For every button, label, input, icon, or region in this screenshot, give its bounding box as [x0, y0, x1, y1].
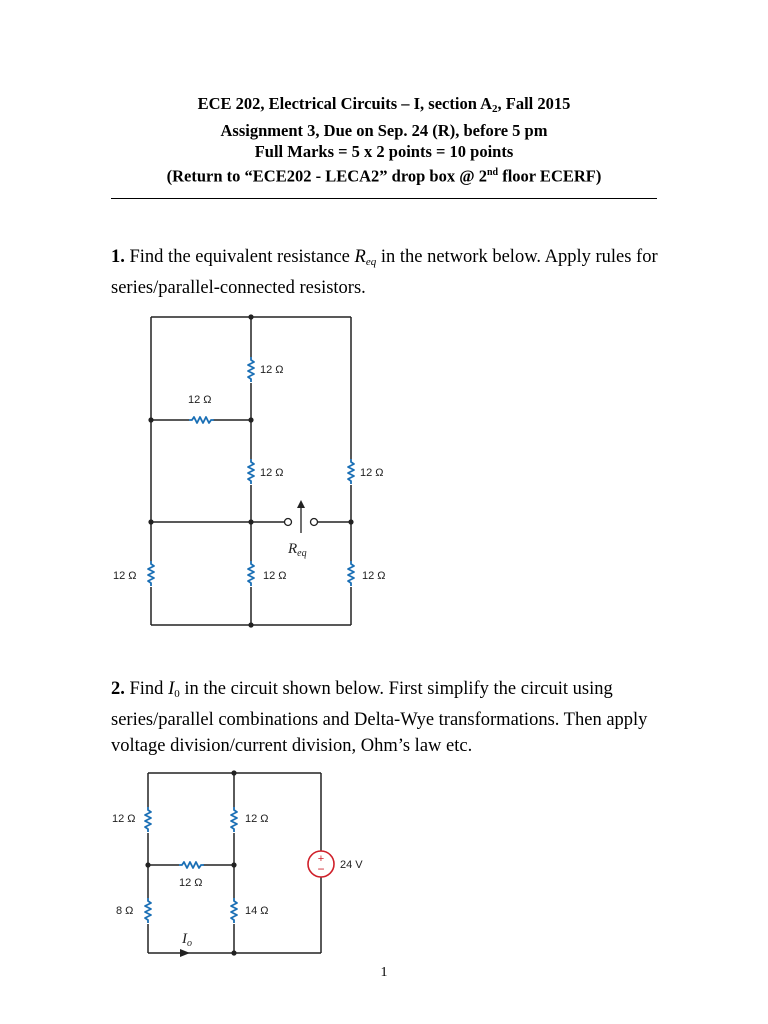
- svg-text:−: −: [317, 862, 325, 876]
- terminal-b-icon: [311, 519, 318, 526]
- resistor-mid-center-icon: [248, 459, 254, 484]
- label-r-bot-left: 12 Ω: [113, 570, 137, 582]
- resistor-center-top-icon: [231, 807, 237, 832]
- resistor-top-center-icon: [248, 357, 254, 382]
- label-r-left-bot: 8 Ω: [116, 905, 134, 917]
- question-number: 2.: [111, 679, 125, 699]
- return-text-end: floor ECERF): [498, 166, 602, 186]
- question-text: Find: [124, 679, 169, 699]
- arrow-up-icon: [297, 500, 305, 533]
- svg-text:+: +: [317, 853, 325, 865]
- page-number: 1: [380, 965, 388, 980]
- label-r-bot-center: 12 Ω: [263, 570, 287, 582]
- label-io: [181, 931, 192, 949]
- assignment-header: [0, 93, 768, 187]
- circuit-1-diagram: [100, 305, 386, 635]
- io-sub: o: [187, 938, 192, 949]
- voltage-source-icon: [308, 851, 334, 877]
- question-text-end: in the network below. Apply rules for series/parallel-connected resistors.: [111, 247, 658, 298]
- label-r-mid-center: 12 Ω: [260, 467, 284, 479]
- section-subscript: 2: [492, 103, 498, 115]
- resistor-center-bot-icon: [231, 898, 237, 923]
- resistor-left-top-icon: [145, 807, 151, 832]
- req-subscript: eq: [365, 256, 377, 268]
- resistor-horizontal-icon: [179, 862, 204, 868]
- label-r-center-bot: 14 Ω: [245, 905, 269, 917]
- req-sub: eq: [297, 548, 307, 559]
- course-title: ECE 202, Electrical Circuits – I, section A: [197, 94, 492, 113]
- arrow-right-icon: [180, 949, 190, 957]
- label-source: 24 V: [340, 859, 363, 871]
- req-symbol: R: [354, 247, 366, 267]
- question-2: [111, 676, 671, 759]
- header-divider: [111, 198, 657, 199]
- resistor-left-bot-icon: [145, 898, 151, 923]
- header-course-line: [0, 93, 768, 120]
- header-marks-line: Full Marks = 5 x 2 points = 10 points: [254, 142, 514, 161]
- return-text: (Return to “ECE202 - LECA2” drop box @ 2: [166, 166, 487, 186]
- header-return-line: [0, 162, 768, 187]
- terminal-a-icon: [285, 519, 292, 526]
- io-subscript: 0: [174, 688, 180, 700]
- question-text-end: in the circuit shown below. First simplify the circuit using series/parallel combinations and Delta-Wye transformations. Then apply voltage division/current division, Ohm’s law etc.: [111, 679, 648, 756]
- resistor-horizontal-icon: [189, 417, 214, 423]
- req-letter: R: [288, 541, 298, 557]
- label-r-mid-right: 12 Ω: [360, 467, 384, 479]
- label-r-center-top: 12 Ω: [245, 813, 269, 825]
- question-text: Find the equivalent resistance: [124, 247, 355, 267]
- floor-superscript: nd: [486, 167, 499, 178]
- io-symbol: I: [168, 679, 175, 699]
- header-due-line: Assignment 3, Due on Sep. 24 (R), before 5 pm: [220, 121, 548, 140]
- term: , Fall 2015: [497, 94, 571, 113]
- label-req: [287, 541, 307, 559]
- resistor-bot-center-icon: [248, 561, 254, 586]
- question-1: [111, 244, 671, 301]
- label-r-left-top: 12 Ω: [112, 813, 136, 825]
- label-r-horizontal: 12 Ω: [179, 877, 203, 889]
- label-r-horizontal: 12 Ω: [188, 394, 212, 406]
- label-r-bot-right: 12 Ω: [362, 570, 386, 582]
- question-number: 1.: [111, 247, 125, 267]
- label-r-top-center: 12 Ω: [260, 364, 284, 376]
- circuit-2-diagram: [100, 760, 380, 960]
- io-letter: I: [182, 931, 187, 947]
